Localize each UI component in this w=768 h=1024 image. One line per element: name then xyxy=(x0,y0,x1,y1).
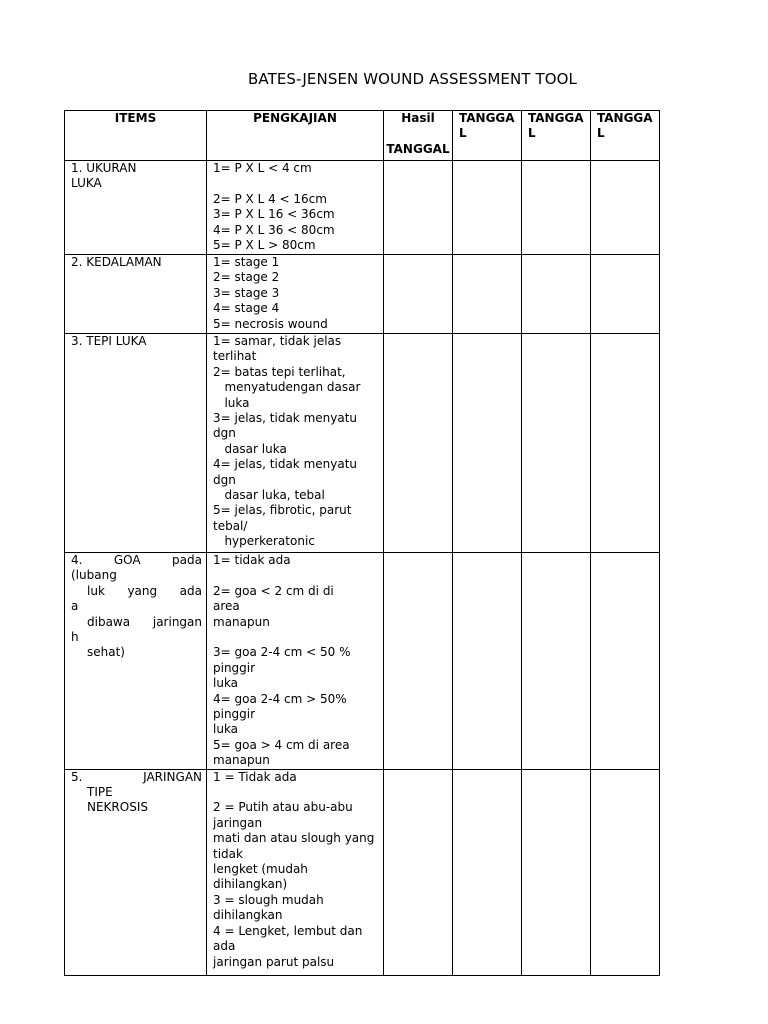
tanggal-cell[interactable] xyxy=(453,255,522,334)
item-text-line: h xyxy=(71,630,79,645)
item-text-line: 4. GOA pada xyxy=(71,553,202,567)
tanggal-cell[interactable] xyxy=(522,769,591,975)
assessment-text-line: 4= stage 4 xyxy=(213,301,280,316)
assessment-text-line: 4= P X L 36 < 80cm xyxy=(213,222,335,237)
assessment-text-line: 5= necrosis wound xyxy=(213,316,328,331)
assessment-text-line: hyperkeratonic xyxy=(213,534,315,549)
assessment-text-line: 5= jelas, fibrotic, parut xyxy=(213,503,352,518)
item-cell xyxy=(65,255,207,334)
item-cell xyxy=(65,769,207,975)
assessment-text-line: luka xyxy=(213,676,239,691)
assessment-text-line: 1= P X L < 4 cm xyxy=(213,161,312,175)
assessment-text-line: 3= jelas, tidak menyatu xyxy=(213,411,358,426)
item-text-line: a xyxy=(71,599,79,614)
assessment-text-line: 2= stage 2 xyxy=(213,270,280,285)
assessment-table xyxy=(64,110,660,976)
item-text-line: 2. KEDALAMAN xyxy=(71,255,162,269)
tanggal-cell[interactable] xyxy=(522,161,591,255)
item-cell xyxy=(65,161,207,255)
assessment-text-line: 3= stage 3 xyxy=(213,285,280,300)
table-row xyxy=(65,161,660,255)
assessment-text-line: tidak xyxy=(213,846,243,861)
assessment-text-line: terlihat xyxy=(213,349,257,364)
pengkajian-cell xyxy=(207,334,384,553)
header-row xyxy=(65,111,660,161)
item-text-line: 1. UKURAN xyxy=(71,161,137,175)
assessment-text-line: jaringan xyxy=(213,815,263,830)
hasil-cell[interactable] xyxy=(384,161,453,255)
item-text-line: 3. TEPI LUKA xyxy=(71,334,147,348)
table-row xyxy=(65,553,660,770)
assessment-text-line: 1= samar, tidak jelas xyxy=(213,334,342,348)
blank-line xyxy=(213,785,383,800)
tanggal-cell[interactable] xyxy=(591,161,660,255)
assessment-text-line: 1 = Tidak ada xyxy=(213,769,297,784)
pengkajian-cell xyxy=(207,769,384,975)
blank-line xyxy=(213,630,383,645)
blank-line xyxy=(213,568,383,583)
hasil-cell[interactable] xyxy=(384,553,453,770)
item-text-line: TIPE xyxy=(87,785,113,800)
tanggal-cell[interactable] xyxy=(522,553,591,770)
item-text-line: dibawa jaringan xyxy=(87,614,202,629)
item-cell xyxy=(65,553,207,770)
table-row xyxy=(65,255,660,334)
pengkajian-cell xyxy=(207,161,384,255)
item-text-line: NEKROSIS xyxy=(87,800,148,815)
assessment-text-line: manapun xyxy=(213,614,270,629)
assessment-text-line: 5= P X L > 80cm xyxy=(213,238,316,253)
assessment-text-line: dgn xyxy=(213,472,236,487)
assessment-text-line: lengket (mudah xyxy=(213,862,308,877)
tanggal-cell[interactable] xyxy=(522,334,591,553)
tanggal-cell[interactable] xyxy=(453,769,522,975)
document-title: BATES-JENSEN WOUND ASSESSMENT TOOL xyxy=(248,70,577,88)
assessment-text-line: jaringan parut palsu xyxy=(213,954,335,969)
table-row xyxy=(65,334,660,553)
assessment-text-line: dihilangkan xyxy=(213,908,283,923)
assessment-text-line: 5= goa > 4 cm di area xyxy=(213,737,350,752)
blank-line xyxy=(213,176,383,191)
assessment-text-line: pinggir xyxy=(213,707,256,722)
tanggal-cell[interactable] xyxy=(591,255,660,334)
assessment-text-line: 3= goa 2-4 cm < 50 % xyxy=(213,645,351,660)
assessment-text-line: manapun xyxy=(213,753,270,768)
assessment-text-line: 4= goa 2-4 cm > 50% xyxy=(213,691,347,706)
items-header: ITEMS xyxy=(65,111,207,161)
assessment-text-line: 1= tidak ada xyxy=(213,553,291,567)
assessment-text-line: 2= batas tepi terlihat, xyxy=(213,364,346,379)
assessment-text-line: 4 = Lengket, lembut dan xyxy=(213,923,363,938)
assessment-text-line: pinggir xyxy=(213,660,256,675)
assessment-text-line: dasar luka, tebal xyxy=(213,488,325,503)
assessment-text-line: luka xyxy=(213,722,239,737)
tanggal-cell[interactable] xyxy=(591,334,660,553)
hasil-header xyxy=(384,111,453,161)
item-text-line: LUKA xyxy=(71,176,102,191)
item-text-line: luk yang ada xyxy=(87,583,202,598)
pengkajian-header: PENGKAJIAN xyxy=(207,111,384,161)
assessment-text-line: dihilangkan) xyxy=(213,877,288,892)
tanggal-header-2: TANGGAL xyxy=(522,111,591,161)
tanggal-header-3: TANGGAL xyxy=(591,111,660,161)
hasil-cell[interactable] xyxy=(384,769,453,975)
pengkajian-cell xyxy=(207,553,384,770)
tanggal-cell[interactable] xyxy=(522,255,591,334)
assessment-text-line: 1= stage 1 xyxy=(213,255,280,269)
tanggal-header-1: TANGGAL xyxy=(453,111,522,161)
assessment-text-line: 2= P X L 4 < 16cm xyxy=(213,191,327,206)
assessment-text-line: 3= P X L 16 < 36cm xyxy=(213,207,335,222)
item-text-line: 5. JARINGAN xyxy=(71,769,202,784)
tanggal-cell[interactable] xyxy=(453,553,522,770)
assessment-text-line: 4= jelas, tidak menyatu xyxy=(213,457,358,472)
assessment-text-line: 2 = Putih atau abu-abu xyxy=(213,800,353,815)
assessment-text-line: dasar luka xyxy=(213,441,287,456)
assessment-text-line: ada xyxy=(213,939,236,954)
assessment-text-line: 3 = slough mudah xyxy=(213,892,324,907)
tanggal-cell[interactable] xyxy=(453,161,522,255)
hasil-cell[interactable] xyxy=(384,255,453,334)
assessment-text-line: luka xyxy=(213,395,250,410)
hasil-cell[interactable] xyxy=(384,334,453,553)
assessment-text-line: menyatudengan dasar xyxy=(213,380,361,395)
tanggal-cell[interactable] xyxy=(591,769,660,975)
tanggal-cell[interactable] xyxy=(453,334,522,553)
assessment-text-line: tebal/ xyxy=(213,518,248,533)
hasil-tanggal-label: TANGGAL xyxy=(386,141,450,156)
table-row xyxy=(65,769,660,975)
item-text-line: (lubang xyxy=(71,568,117,583)
tanggal-cell[interactable] xyxy=(591,553,660,770)
hasil-label: Hasil xyxy=(401,111,435,125)
item-text-line: sehat) xyxy=(87,645,125,660)
item-cell xyxy=(65,334,207,553)
assessment-text-line: mati dan atau slough yang xyxy=(213,831,375,846)
assessment-text-line: 2= goa < 2 cm di di xyxy=(213,583,334,598)
assessment-text-line: area xyxy=(213,599,240,614)
assessment-text-line: dgn xyxy=(213,426,236,441)
pengkajian-cell xyxy=(207,255,384,334)
